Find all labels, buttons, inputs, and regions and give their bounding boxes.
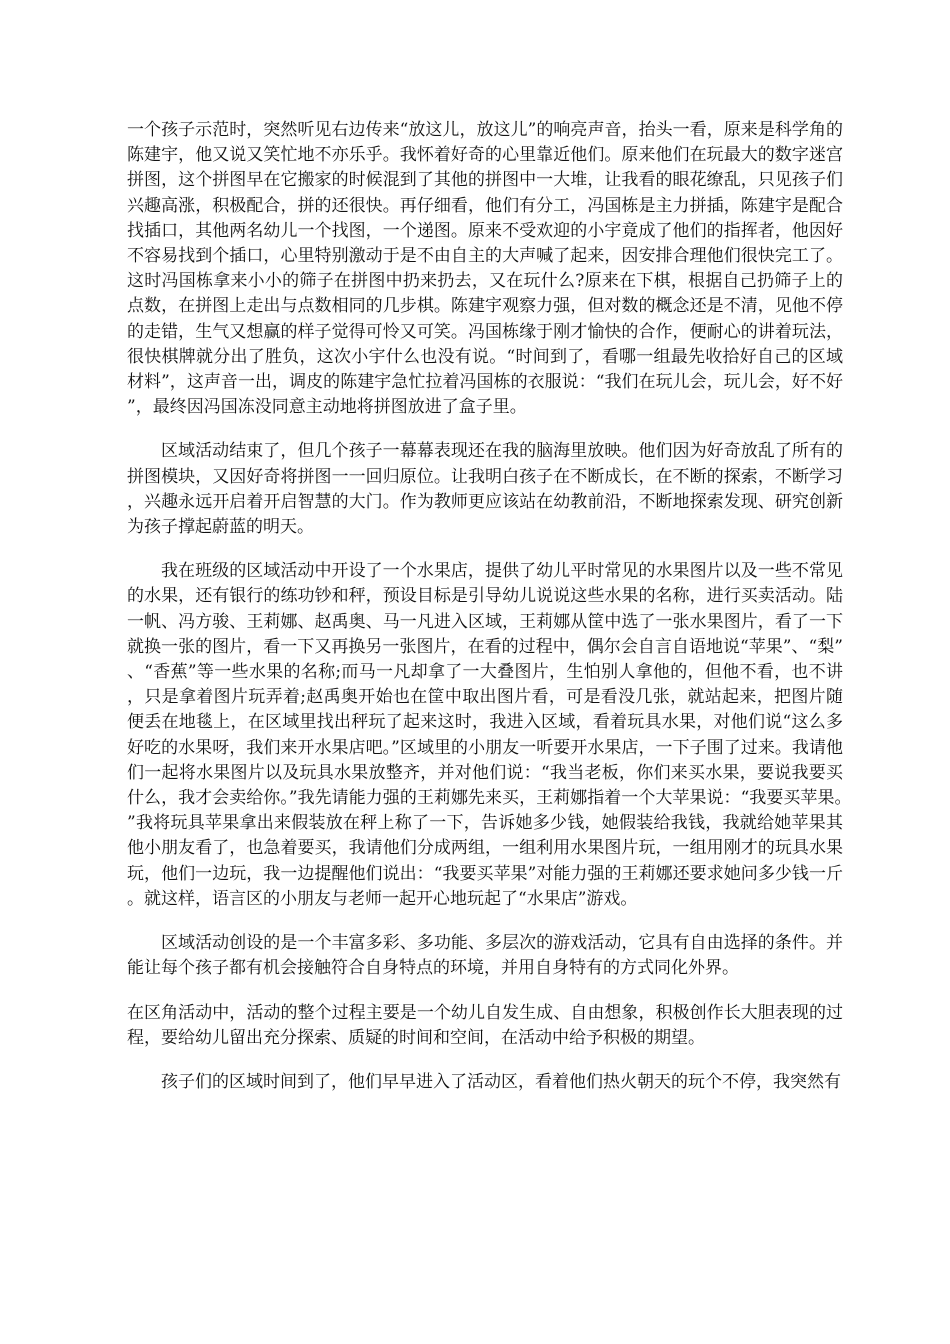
paragraph-6: 孩子们的区域时间到了，他们早早进入了活动区，看着他们热火朝天的玩个不停，我突然有 — [161, 1071, 841, 1092]
document-body — [127, 118, 843, 1114]
paragraph-2: 区域活动结束了，但几个孩子一幕幕表现还在我的脑海里放映。他们因为好奇放乱了所有的拼图模块，又因好奇将拼图一一回归原位。让我明白孩子在不断成长，在不断的探索，不断学习，兴趣永远开启着开启智慧的大门。作为教师更应该站在幼教前沿，不断地探索发现、研究创新为孩子撑起蔚蓝的明天。 — [127, 441, 843, 538]
paragraph-1: 一个孩子示范时，突然听见右边传来“放这儿，放这儿”的响亮声音，抬头一看，原来是科学角的陈建宇，他又说又笑忙地不亦乐乎。我怀着好奇的心里靠近他们。原来他们在玩最大的数字迷宫拼图，这个拼图早在它搬家的时候混到了其他的拼图中一大堆，让我看的眼花缭乱，只见孩子们兴趣高涨，积极配合，拼的还很快。再仔细看，他们有分工，冯国栋是主力拼插，陈建宇是配合找插口，其他两名幼儿一个找图，一个递图。原来不受欢迎的小宇竟成了他们的指挥者，他因好不容易找到个插口，心里特别激动于是不由自主的大声喊了起来，因安排合理他们很快完工了。这时冯国栋拿来小小的筛子在拼图中扔来扔去，又在玩什么?原来在下棋，根据自己扔筛子上的点数，在拼图上走出与点数相同的几步棋。陈建宇观察力强，但对数的概念还是不清，见他不停的走错，生气又想赢的样子觉得可怜又可笑。冯国栋缘于刚才愉快的合作，便耐心的讲着玩法，很快棋牌就分出了胜负，这次小宇什么也没有说。“时间到了，看哪一组最先收拾好自己的区域材料”，这声音一出，调皮的陈建宇急忙拉着冯国栋的衣服说：“我们在玩儿会，玩儿会，好不好”，最终因冯国冻没同意主动地将拼图放进了盒子里。 — [127, 120, 843, 418]
paragraph-4: 区域活动创设的是一个丰富多彩、多功能、多层次的游戏活动，它具有自由选择的条件。并能让每个孩子都有机会接触符合自身特点的环境，并用自身特有的方式同化外界。 — [127, 933, 843, 979]
paragraph-3: 我在班级的区域活动中开设了一个水果店，提供了幼儿平时常见的水果图片以及一些不常见的水果，还有银行的练功钞和秤，预设目标是引导幼儿说说这些水果的名称，进行买卖活动。陆一帆、冯方骏、王莉娜、赵禹奥、马一凡进入区域，王莉娜从筐中选了一张水果图片，看了一下就换一张的图片，看一下又再换另一张图片，在看的过程中，偶尔会自言自语地说“苹果”、“梨”、“香蕉”等一些水果的名称;而马一凡却拿了一大叠图片，生怕别人拿他的，但他不看，也不讲，只是拿着图片玩弄着;赵禹奥开始也在筐中取出图片看，可是看没几张，就站起来，把图片随便丢在地毯上，在区域里找出秤玩了起来这时，我进入区域，看着玩具水果，对他们说“这么多好吃的水果呀，我们来开水果店吧。”区域里的小朋友一听要开水果店，一下子围了过来。我请他们一起将水果图片以及玩具水果放整齐，并对他们说：“我当老板，你们来买水果，要说我要买什么，我才会卖给你。”我先请能力强的王莉娜先来买，王莉娜指着一个大苹果说：“我要买苹果。”我将玩具苹果拿出来假装放在秤上称了一下，告诉她多少钱，她假装给我钱，我就给她苹果其他小朋友看了，也急着要买，我请他们分成两组，一组利用水果图片玩，一组用刚才的玩具水果玩，他们一边玩，我一边提醒他们说出：“我要买苹果”对能力强的王莉娜还要求她问多少钱一斤。就这样，语言区的小朋友与老师一起开心地玩起了“水果店”游戏。 — [127, 561, 843, 909]
paragraph-5: 在区角活动中，活动的整个过程主要是一个幼儿自发生成、自由想象，积极创作长大胆表现的过程，要给幼儿留出充分探索、质疑的时间和空间，在活动中给予积极的期望。 — [127, 1002, 843, 1048]
